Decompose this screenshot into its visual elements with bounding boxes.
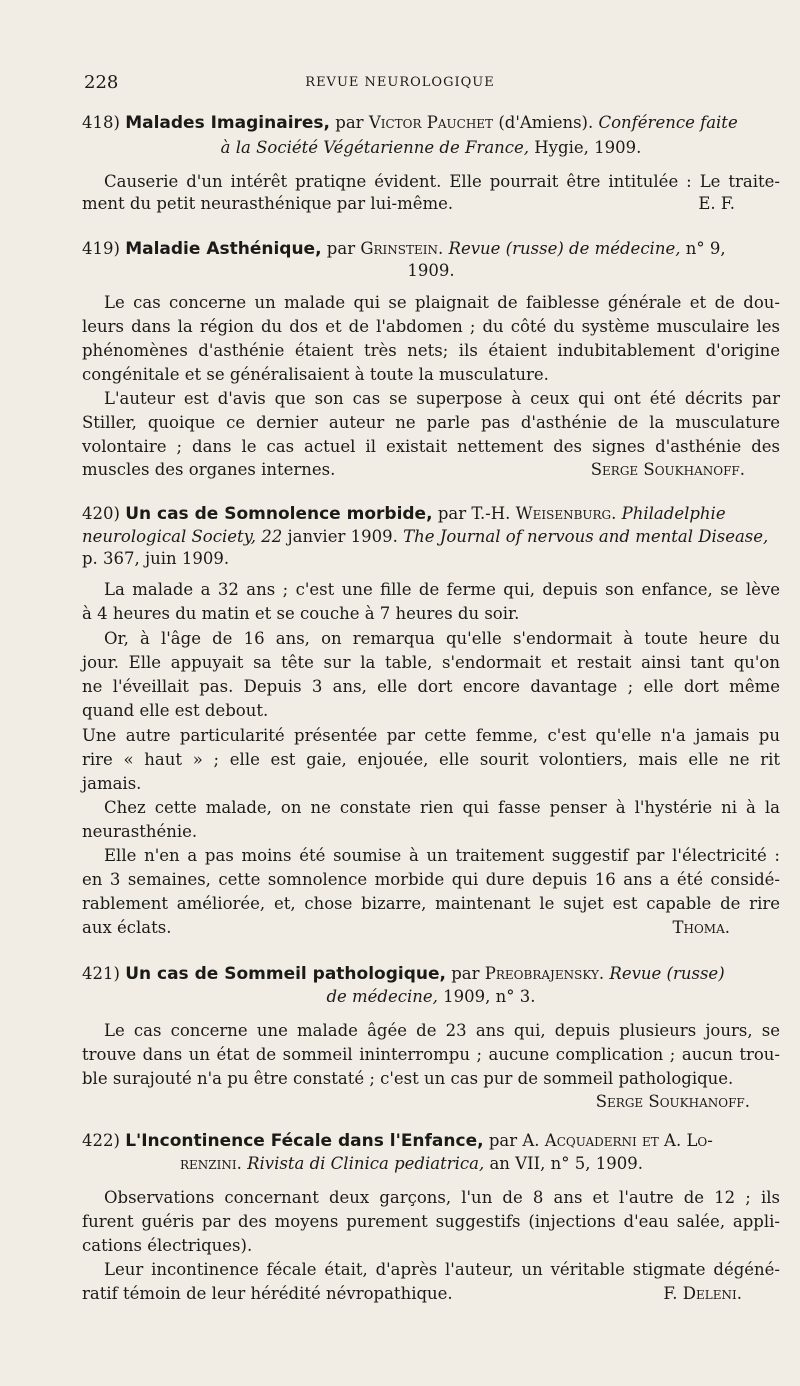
body-line: ble surajouté n'a pu être constaté ; c'est un cas pur de sommeil pathologique. <box>82 1069 734 1088</box>
body-line: Leur incontinence fécale était, d'après l'auteur, un véritable stigmate dégéné- <box>104 1260 780 1279</box>
entry-420-source-line: neurological Society, 22 janvier 1909. The Journal of nervous and mental Disease, <box>82 527 769 546</box>
body-line: jour. Elle appuyait sa tête sur la table, s'endormait et restait ainsi tant qu'on <box>82 653 780 672</box>
body-line: ne l'éveillait pas. Depuis 3 ans, elle dort encore davantage ; elle dort même <box>82 677 780 696</box>
body-line-with-signature: aux éclats. Thoma. <box>82 918 730 937</box>
entry-author: T.-H. Weisenburg. <box>471 504 617 523</box>
body-line: Le cas concerne un malade qui se plaignait de faiblesse générale et de dou- <box>104 293 780 312</box>
body-line: Chez cette malade, on ne constate rien qui fasse penser à l'hystérie ni à la <box>104 798 780 817</box>
body-line: leurs dans la région du dos et de l'abdomen ; du côté du système musculaire les <box>82 317 780 336</box>
signature: F. Deleni. <box>663 1284 742 1303</box>
body-line-with-signature: ratif témoin de leur hérédité névropathique. F. Deleni. <box>82 1284 742 1303</box>
entry-author: Victor Pauchet <box>368 113 494 132</box>
entry-title: Malades Imaginaires, <box>125 113 331 133</box>
body-line: Observations concernant deux garçons, l'un de 8 ans et l'autre de 12 ; ils <box>104 1188 780 1207</box>
entry-title: L'Incontinence Fécale dans l'Enfance, <box>125 1131 484 1151</box>
entry-418-heading: 418) Malades Imaginaires, par Victor Pauchet (d'Amiens). Conférence faite <box>82 113 738 133</box>
signature: Serge Soukhanoff. <box>590 460 745 479</box>
entry-source: Revue (russe) <box>609 964 725 983</box>
body-line: Or, à l'âge de 16 ans, on remarqua qu'elle s'endormait à toute heure du <box>104 629 780 648</box>
body-line: trouve dans un état de sommeil ininterrompu ; aucune complication ; aucun trou- <box>82 1045 780 1064</box>
entry-421-heading: 421) Un cas de Sommeil pathologique, par Preobrajensky. Revue (russe) <box>82 964 725 984</box>
page-number: 228 <box>84 72 119 93</box>
body-line: jamais. <box>82 774 142 793</box>
body-line: en 3 semaines, cette somnolence morbide qui dure depuis 16 ans a été considé- <box>82 870 780 889</box>
entry-title: Maladie Asthénique, <box>125 239 322 259</box>
body-line: cations électriques). <box>82 1236 253 1255</box>
entry-420-heading: 420) Un cas de Somnolence morbide, par T.-H. Weisenburg. Philadelphie <box>82 504 726 524</box>
body-line: à 4 heures du matin et se couche à 7 heures du soir. <box>82 604 520 623</box>
entry-420-page-ref: p. 367, juin 1909. <box>82 549 230 568</box>
body-line: L'auteur est d'avis que son cas se superpose à ceux qui ont été décrits par <box>104 389 780 408</box>
entry-422-heading: 422) L'Incontinence Fécale dans l'Enfance, par A. Acquaderni et A. Lo- <box>82 1131 713 1151</box>
entry-source: Philadelphie <box>621 504 726 523</box>
entry-source: Revue (russe) de médecine, <box>448 239 681 258</box>
body-line: Le cas concerne une malade âgée de 23 ans qui, depuis plusieurs jours, se <box>104 1021 780 1040</box>
entry-title: Un cas de Sommeil pathologique, <box>125 964 446 984</box>
entry-title: Un cas de Somnolence morbide, <box>125 504 433 524</box>
running-header <box>0 72 800 98</box>
entry-421-source-line: de médecine, 1909, n° 3. <box>326 987 536 1006</box>
running-title: REVUE NEUROLOGIQUE <box>305 75 495 90</box>
body-line: neurasthénie. <box>82 822 198 841</box>
signature: Thoma. <box>672 918 730 937</box>
entry-author: Preobrajensky. <box>484 964 605 983</box>
body-line: Elle n'en a pas moins été soumise à un traitement suggestif par l'électricité : <box>104 846 780 865</box>
entry-source: Conférence faite <box>598 113 738 132</box>
entry-419-year: 1909. <box>407 261 455 280</box>
signature: E. F. <box>698 194 735 213</box>
signature: Serge Soukhanoff. <box>595 1092 750 1111</box>
body-line: La malade a 32 ans ; c'est une fille de ferme qui, depuis son enfance, se lève <box>104 580 780 599</box>
body-line: Causerie d'un intérêt pratiqne évident. Elle pourrait être intitulée : Le traite- <box>104 172 780 191</box>
body-line: rablement améliorée, et, chose bizarre, maintenant le sujet est capable de rire <box>82 894 780 913</box>
entry-418-source-line: à la Société Végétarienne de France, Hygie, 1909. <box>220 138 642 157</box>
body-line: rire « haut » ; elle est gaie, enjouée, elle sourit volontiers, mais elle ne rit <box>82 750 780 769</box>
body-line: phénomènes d'asthénie étaient très nets; ils étaient indubitablement d'origine <box>82 341 780 360</box>
entry-419-heading: 419) Maladie Asthénique, par Grinstein. Revue (russe) de médecine, n° 9, <box>82 239 726 259</box>
body-line: congénitale et se généralisaient à toute la musculature. <box>82 365 549 384</box>
body-line: Stiller, quoique ce dernier auteur ne parle pas d'asthénie de la musculature <box>82 413 780 432</box>
entry-author: Grinstein. <box>360 239 444 258</box>
body-line: quand elle est debout. <box>82 701 269 720</box>
body-line: furent guéris par des moyens purement suggestifs (injections d'eau salée, appli- <box>82 1212 780 1231</box>
body-line: volontaire ; dans le cas actuel il existait nettement des signes d'asthénie des <box>82 437 780 456</box>
entry-422-source-line: renzini. Rivista di Clinica pediatrica, an VII, n° 5, 1909. <box>180 1154 643 1173</box>
entry-author: A. Acquaderni et A. Lo- <box>522 1131 713 1150</box>
body-line: Une autre particularité présentée par cette femme, c'est qu'elle n'a jamais pu <box>82 726 780 745</box>
body-line-with-signature: ment du petit neurasthénique par lui-même. E. F. <box>82 194 735 213</box>
body-line-with-signature: muscles des organes internes. Serge Soukhanoff. <box>82 460 745 479</box>
